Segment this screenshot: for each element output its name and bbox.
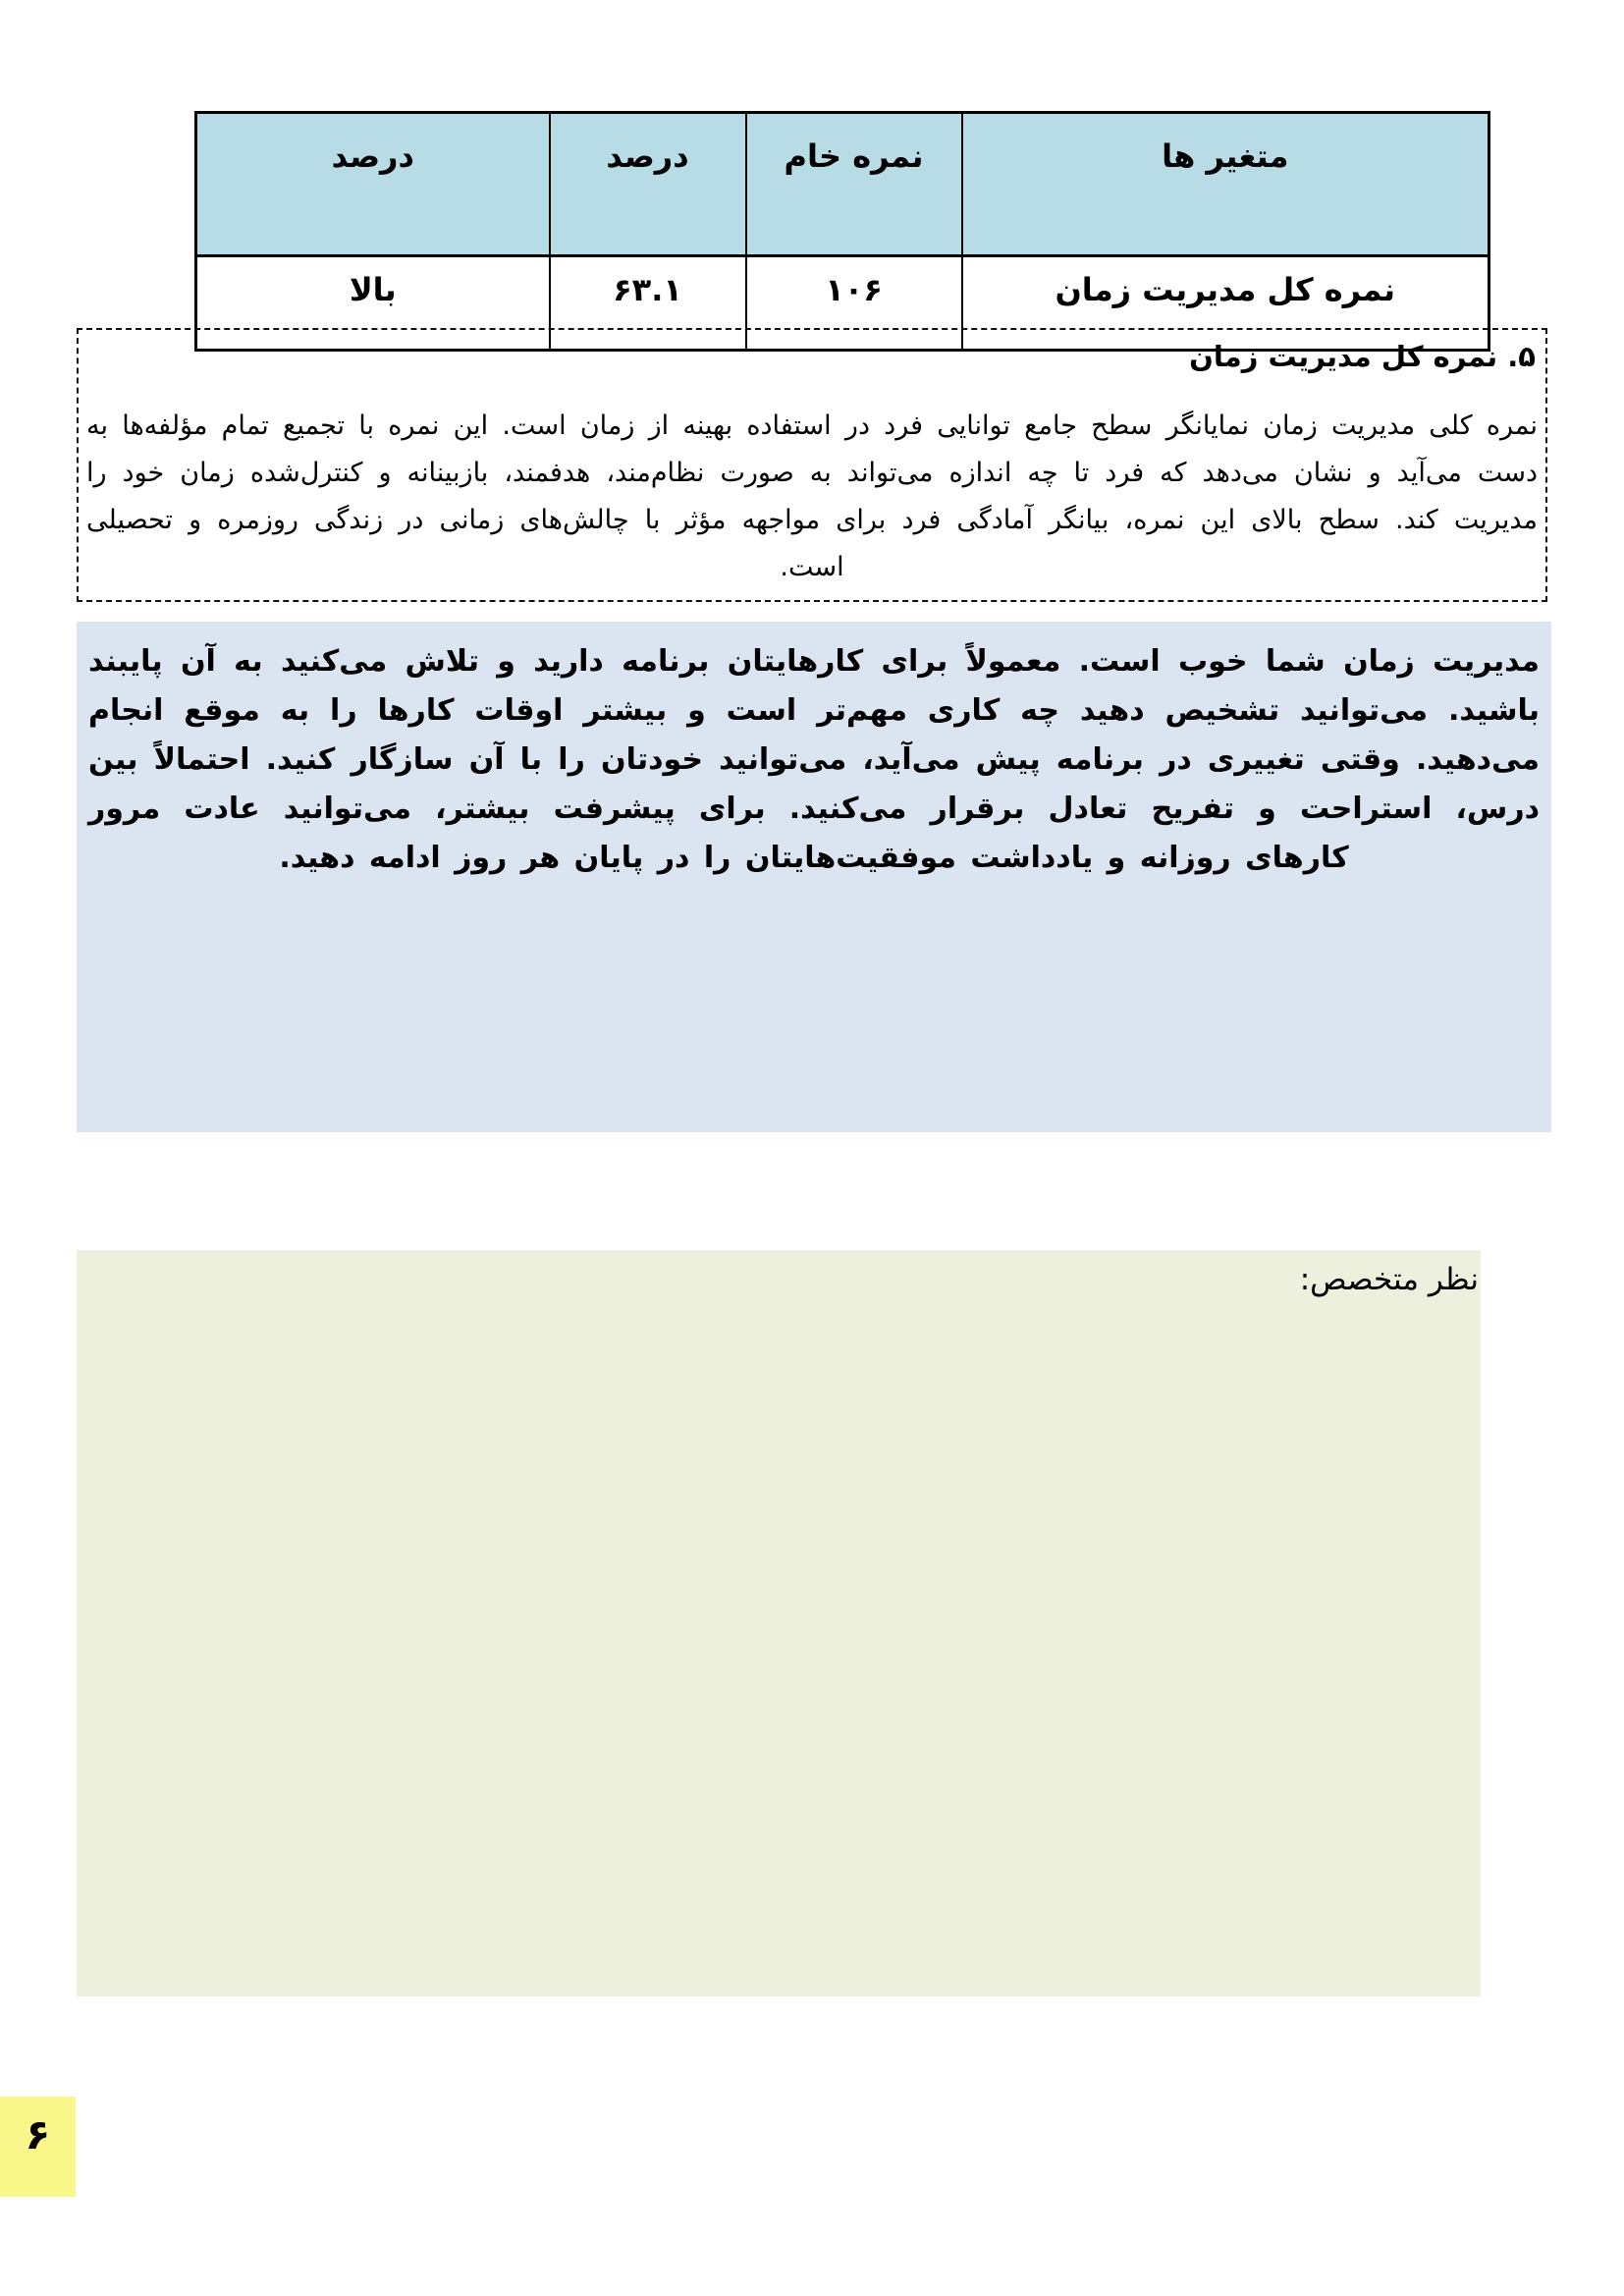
cell-raw-score: ۱۰۶ xyxy=(746,256,962,351)
score-table xyxy=(194,111,1490,352)
description-box-title: ۵. نمره کل مدیریت زمان xyxy=(1189,340,1536,373)
feedback-box xyxy=(77,622,1551,1132)
expert-opinion-box xyxy=(77,1250,1481,1996)
header-cell-variables: متغیر ها xyxy=(962,113,1489,256)
feedback-box-body: مدیریت زمان شما خوب است. معمولاً برای کارهایتان برنامه دارید و تلاش می‌کنید به آن پایبند باشید. می‌توانید تشخیص دهید چه کاری مهم‌تر است و بیشتر اوقات کارها را به موقع انجام می‌دهید. وقتی تغییری در برنامه پیش می‌آید، می‌توانید خودتان را با آن سازگار کنید. احتمالاً بین درس، استراحت و تفریح تعادل برقرار می‌کنید. برای پیشرفت بیشتر، می‌توانید عادت مرور کارهای روزانه و یادداشت موفقیت‌هایتان را در پایان هر روز ادامه دهید. xyxy=(88,644,1540,875)
expert-opinion-label: نظر متخصص: xyxy=(1299,1262,1479,1297)
header-cell-percent: درصد xyxy=(550,113,746,256)
table-header-row xyxy=(196,113,1489,256)
page-number-badge: ۶ xyxy=(0,2097,76,2197)
cell-level: بالا xyxy=(196,256,550,351)
cell-variable-name: نمره کل مدیریت زمان xyxy=(962,256,1489,351)
header-cell-raw-score: نمره خام xyxy=(746,113,962,256)
header-cell-percent-2: درصد xyxy=(196,113,550,256)
cell-percent: ۶۳.۱ xyxy=(550,256,746,351)
description-box-body: نمره کلی مدیریت زمان نمایانگر سطح جامع توانایی فرد در استفاده بهینه از زمان است. این نمره با تجمیع تمام مؤلفه‌ها به دست می‌آید و نشان می‌دهد که فرد تا چه اندازه می‌تواند به صورت نظام‌مند، هدفمند، بازبینانه و کنترل‌شده زمان خود را مدیریت کند. سطح بالای این نمره، بیانگر آمادگی فرد برای مواجهه مؤثر با چالش‌های زمانی در زندگی روزمره و تحصیلی است. xyxy=(86,410,1538,582)
description-box xyxy=(77,328,1547,602)
